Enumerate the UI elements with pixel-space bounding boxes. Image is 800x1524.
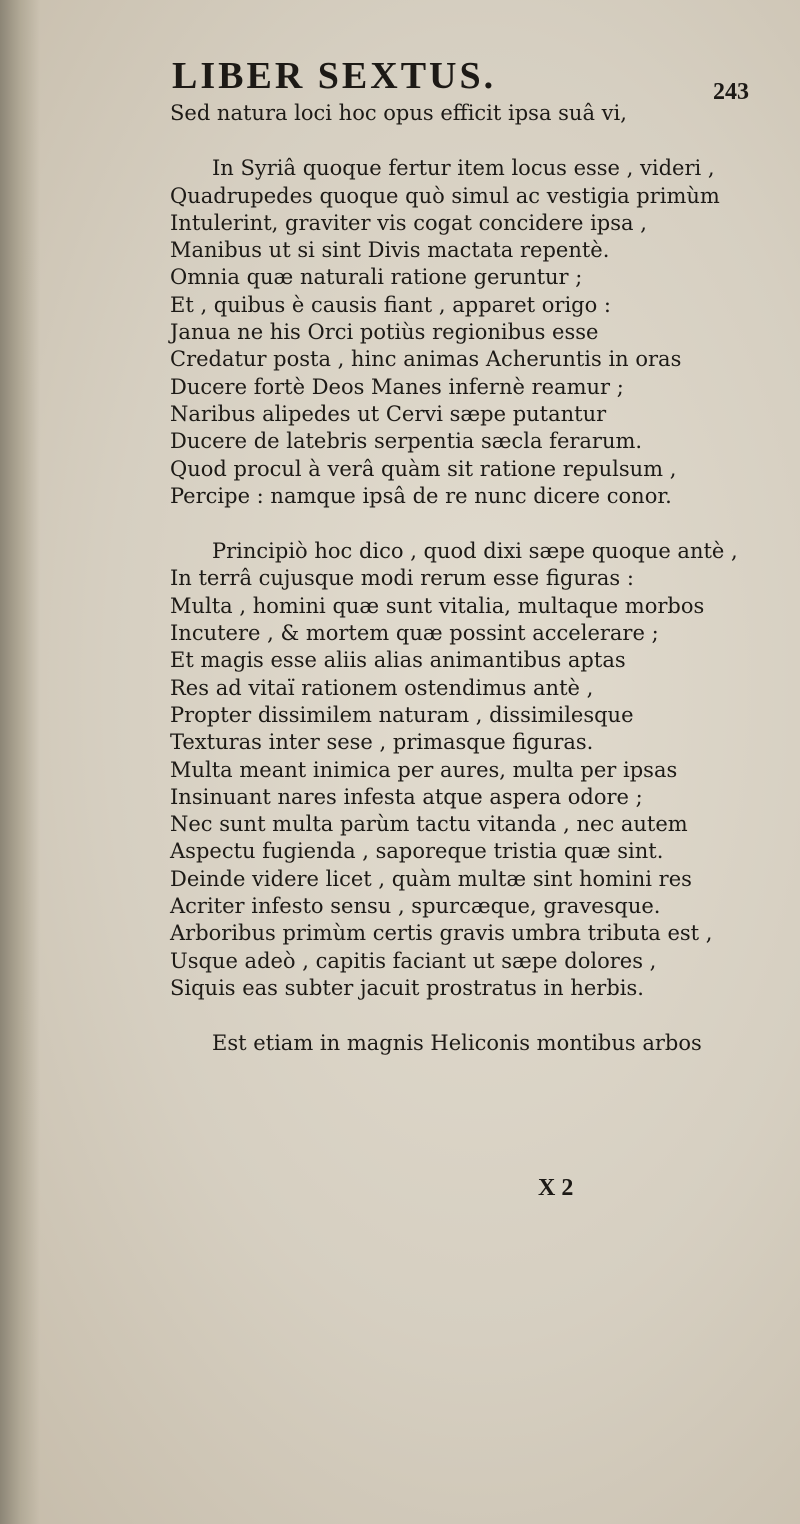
page-number: 243 [713, 79, 749, 105]
verse-line: Acriter infesto sensu , spurcæque, gravesque. [170, 894, 661, 919]
verse-line: Propter dissimilem naturam , dissimilesque [170, 702, 634, 727]
page-gutter-shadow [0, 0, 40, 1524]
verse-line: Percipe : namque ipsâ de re nunc dicere conor. [170, 483, 672, 508]
verse-line: Manibus ut si sint Divis mactata repentè. [170, 238, 610, 263]
verse-line: Et , quibus è causis fiant , apparet origo : [170, 292, 612, 317]
verse-line: Insinuant nares infesta atque aspera odore ; [170, 784, 643, 809]
verse-line: Usque adeò , capitis faciant ut sæpe dolores , [170, 948, 657, 973]
page-header [0, 55, 800, 105]
verse-line: Credatur posta , hinc animas Acheruntis in oras [170, 347, 682, 372]
verse-line: Naribus alipedes ut Cervi sæpe putantur [170, 401, 607, 426]
verse-line: In Syriâ quoque fertur item locus esse , videri , [212, 156, 715, 181]
verse-line: Deinde videre licet , quàm multæ sint homini res [170, 866, 692, 891]
verse-line: Multa , homini quæ sunt vitalia, multaque morbos [170, 593, 705, 618]
verse-line: Res ad vitaï rationem ostendimus antè , [170, 675, 594, 700]
verse-line: Est etiam in magnis Heliconis montibus arbos [212, 1031, 702, 1056]
verse-line: Sed natura loci hoc opus efficit ipsa suâ vi, [170, 101, 627, 125]
verse-line: Ducere de latebris serpentia sæcla ferarum. [170, 429, 643, 454]
verse-line: Nec sunt multa parùm tactu vitanda , nec autem [170, 812, 688, 837]
verse-line: Omnia quæ naturali ratione geruntur ; [170, 265, 583, 290]
verse-line: Et magis esse aliis alias animantibus aptas [170, 648, 626, 673]
verse-line: Quod procul à verâ quàm sit ratione repulsum , [170, 456, 677, 481]
verse-line: Quadrupedes quoque quò simul ac vestigia primùm [170, 183, 720, 208]
poem-text [170, 100, 770, 1058]
verse-line: Siquis eas subter jacuit prostratus in herbis. [170, 975, 644, 1000]
verse-line: Janua ne his Orci potiùs regionibus esse [170, 320, 599, 345]
signature-mark: X 2 [538, 1175, 574, 1201]
verse-line: Aspectu fugienda , saporeque tristia quæ sint. [170, 839, 664, 864]
verse-line: Incutere , & mortem quæ possint accelerare ; [170, 621, 659, 646]
verse-line: Ducere fortè Deos Manes infernè reamur ; [170, 374, 624, 399]
running-title: LIBER SEXTUS. [172, 55, 497, 97]
verse-line: In terrâ cujusque modi rerum esse figuras : [170, 566, 634, 591]
verse-line: Principiò hoc dico , quod dixi sæpe quoque antè , [212, 539, 738, 564]
verse-line: Texturas inter sese , primasque figuras. [170, 730, 594, 755]
verse-line: Intulerint, graviter vis cogat concidere ipsa , [170, 210, 647, 235]
verse-line: Arboribus primùm certis gravis umbra tributa est , [170, 921, 713, 946]
verse-line: Multa meant inimica per aures, multa per ipsas [170, 757, 678, 782]
